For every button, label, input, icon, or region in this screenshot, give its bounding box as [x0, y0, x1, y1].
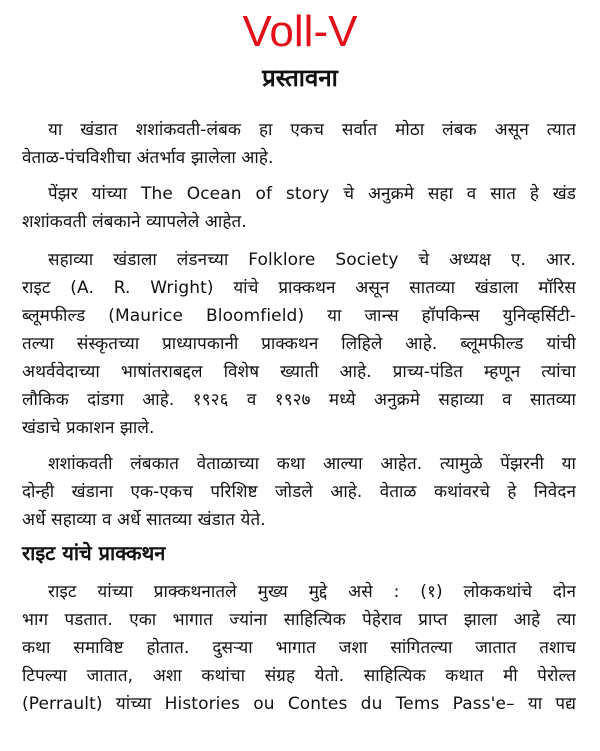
paragraph-line: भाग पडतात. एका भागात ज्यांना साहित्यिक पेहेराव प्राप्त झाला आहे त्या	[22, 610, 576, 630]
paragraph-line: (Perrault) यांच्या Histories ou Contes du Tems Pass'e– या पद्य	[22, 694, 576, 714]
paragraph-line: सहाव्या खंडाला लंडनच्या Folklore Society चे अध्यक्ष ए. आर.	[48, 250, 576, 270]
paragraph-line: तल्या संस्कृतच्या प्राध्यापकानी प्राक्कथन लिहिले आहे. ब्लूमफील्ड यांची	[22, 334, 576, 354]
paragraph-line: राइट (A. R. Wright) यांचे प्राक्कथन असून सातव्या खंडाला मॉरिस	[22, 278, 576, 298]
paragraph-line: लौकिक दांडगा आहे. १९२६ व १९२७ मध्ये अनुक्रमे सहाव्या व सातव्या	[22, 390, 576, 410]
paragraph-line: या खंडात शशांकवती-लंबक हा एकच सर्वात मोठा लंबक असून त्यात	[48, 120, 576, 140]
paragraph-line: अथर्ववेदाच्या भाषांतराबद्दल विशेष ख्याती आहे. प्राच्य-पंडित म्हणून त्यांचा	[22, 362, 576, 382]
section-heading: राइट यांचे प्राक्कथन	[22, 541, 166, 565]
volume-title: Voll-V	[242, 7, 358, 56]
paragraph-line: ब्लूमफील्ड (Maurice Bloomfield) या जान्स हॉपकिन्स युनिव्हर्सिटी-	[22, 306, 576, 326]
paragraph-line: वेताळ-पंचविशीचा अंतर्भाव झालेला आहे.	[22, 148, 274, 168]
paragraph-line: शशांकवती लंबकाने व्यापलेले आहेत.	[22, 212, 247, 232]
paragraph-line: पेंझर यांच्या The Ocean of story चे अनुक्रमे सहा व सात हे खंड	[48, 184, 576, 204]
paragraph-line: खंडाचे प्रकाशन झाले.	[22, 418, 155, 438]
chapter-heading: प्रस्तावना	[262, 64, 338, 92]
paragraph-line: कथा समाविष्ट होतात. दुसऱ्या भागात जशा सांगितल्या जातात तशाच	[22, 638, 576, 658]
paragraph-line: राइट यांच्या प्राक्कथनातले मुख्य मुद्दे असे : (१) लोककथांचे दोन	[48, 582, 576, 602]
paragraph-line: टिपल्या जातात, अशा कथांचा संग्रह येतो. साहित्यिक कथात मी पेरोल्त	[22, 666, 576, 686]
paragraph-line: दोन्ही खंडाना एक-एकच परिशिष्ट जोडले आहे. वेताळ कथांवरचे हे निवेदन	[22, 482, 576, 502]
paragraph-line: शशांकवती लंबकात वेताळाच्या कथा आल्या आहेत. त्यामुळे पेंझरनी या	[48, 454, 576, 474]
paragraph-line: अर्धे सहाव्या व अर्धे सातव्या खंडात येते.	[22, 510, 266, 530]
